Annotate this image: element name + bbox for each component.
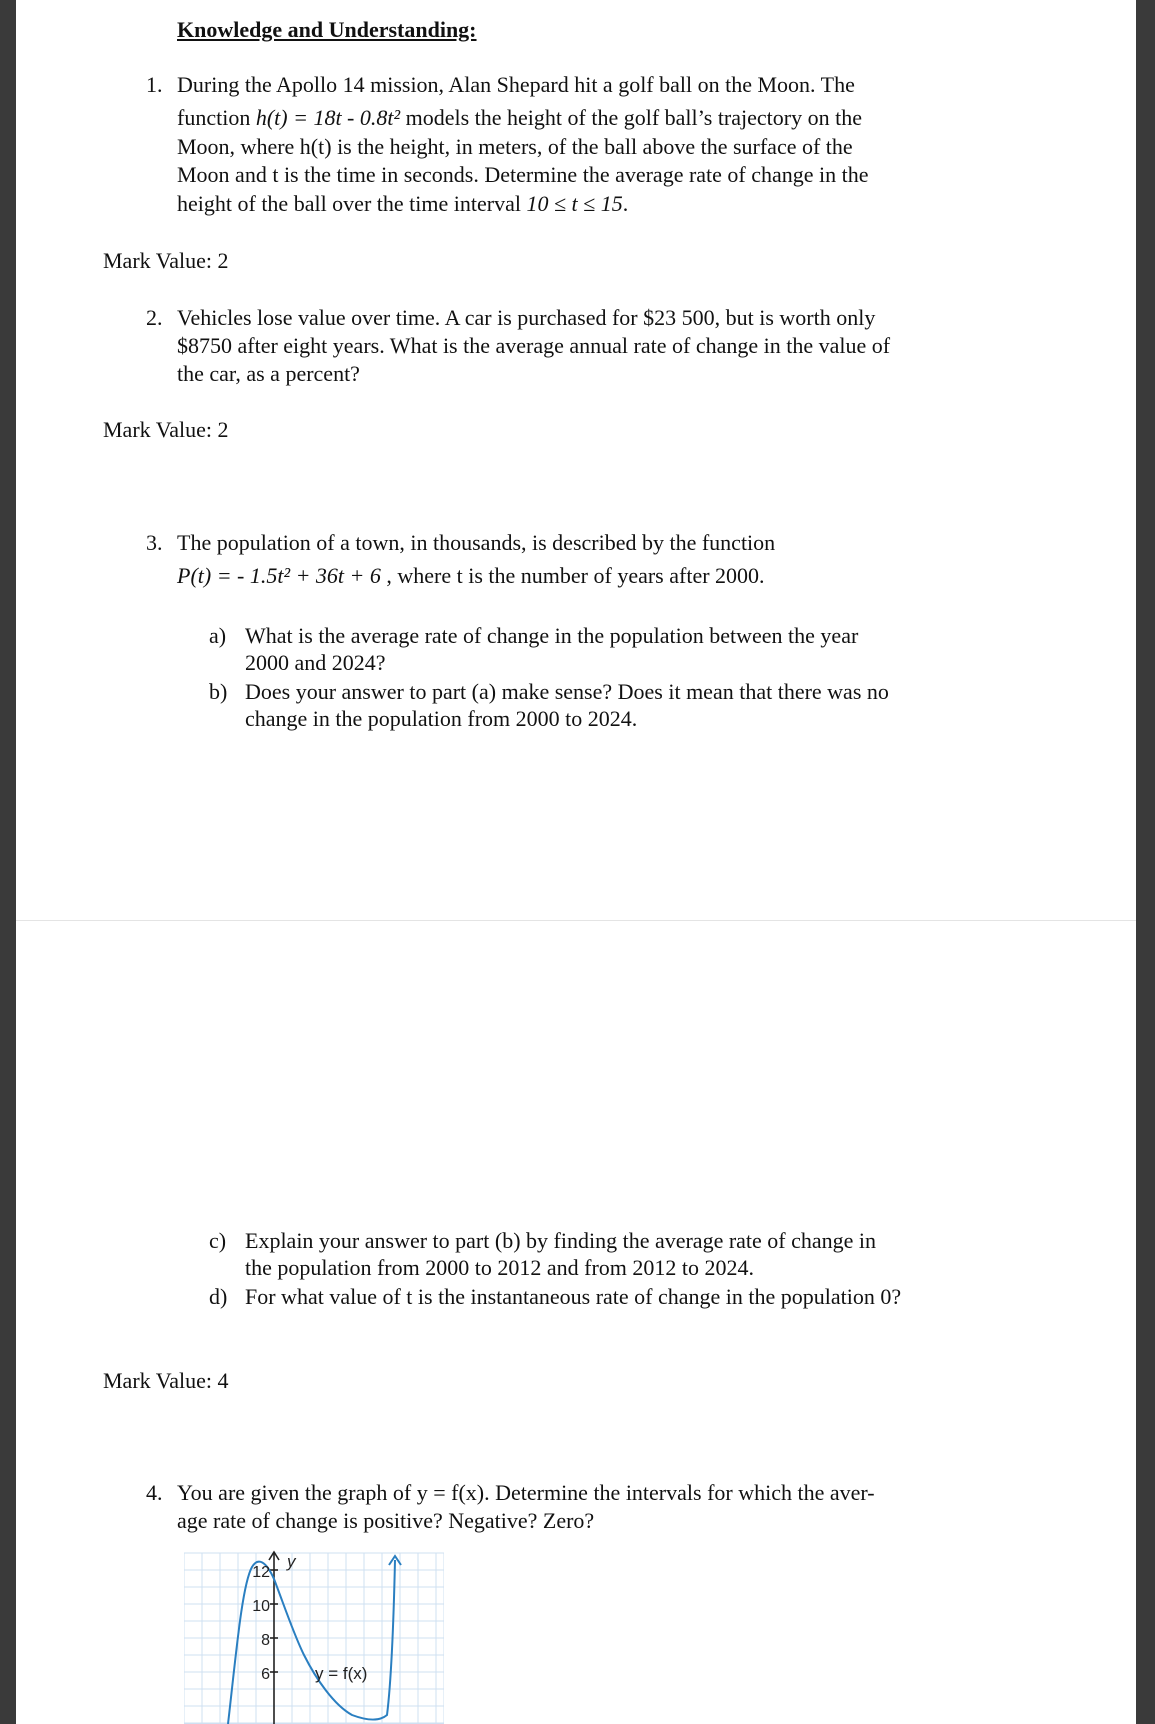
- part-b-label: b): [209, 679, 228, 704]
- page-break-line: [16, 920, 1136, 921]
- question-1-line-5: [177, 190, 628, 218]
- question-4-line-1: You are given the graph of y = f(x). Determine the intervals for which the aver-: [177, 1480, 875, 1505]
- question-3-text: , where t is the number of years after 2000.: [380, 563, 765, 588]
- part-d-line-1: For what value of t is the instantaneous rate of change in the population 0?: [245, 1284, 902, 1309]
- mark-value-1: Mark Value: 2: [103, 248, 229, 273]
- part-c-label: c): [209, 1228, 227, 1253]
- question-1-line-2: [177, 104, 862, 132]
- curve-label: y = f(x): [315, 1664, 368, 1683]
- question-1-number: 1.: [146, 72, 163, 97]
- y-tick-label-12: 12: [252, 1564, 270, 1581]
- y-tick-label-8: 8: [261, 1632, 270, 1649]
- question-1-line-1: During the Apollo 14 mission, Alan Shepard hit a golf ball on the Moon. The: [177, 72, 855, 97]
- question-1-line-4: Moon and t is the time in seconds. Determine the average rate of change in the: [177, 162, 869, 187]
- part-c-line-1: Explain your answer to part (b) by finding the average rate of change in: [245, 1228, 877, 1253]
- graph-grid: [184, 1553, 444, 1724]
- question-1-text: models the height of the golf ball’s trajectory on the: [400, 105, 862, 130]
- mark-value-2: Mark Value: 2: [103, 417, 229, 442]
- question-2-number: 2.: [146, 305, 163, 330]
- question-2-line-3: the car, as a percent?: [177, 361, 360, 386]
- part-c-line-2: the population from 2000 to 2012 and from 2012 to 2024.: [245, 1255, 754, 1280]
- question-3-number: 3.: [146, 530, 163, 555]
- question-1-line-3: Moon, where h(t) is the height, in meters, of the ball above the surface of the: [177, 134, 853, 159]
- y-axis-label: y: [287, 1552, 296, 1571]
- question-3-line-2: [177, 562, 765, 590]
- part-a-line-2: 2000 and 2024?: [245, 650, 386, 675]
- mark-value-3: Mark Value: 4: [103, 1368, 229, 1393]
- part-a-line-1: What is the average rate of change in the population between the year: [245, 623, 859, 648]
- y-tick-label-10: 10: [252, 1598, 270, 1615]
- question-4-line-2: age rate of change is positive? Negative? Zero?: [177, 1508, 595, 1533]
- part-d-label: d): [209, 1284, 228, 1309]
- part-b-line-2: change in the population from 2000 to 2024.: [245, 706, 638, 731]
- document-page: [16, 0, 1136, 1724]
- question-1-text: height of the ball over the time interval: [177, 191, 527, 216]
- question-4-number: 4.: [146, 1480, 163, 1505]
- function-graph: [184, 1545, 444, 1724]
- question-2-line-1: Vehicles lose value over time. A car is purchased for $23 500, but is worth only: [177, 305, 876, 330]
- part-a-label: a): [209, 623, 227, 648]
- height-function-formula: h(t) = 18t - 0.8t²: [255, 105, 401, 130]
- part-b-line-1: Does your answer to part (a) make sense? Does it mean that there was no: [245, 679, 889, 704]
- question-1-text: .: [622, 191, 629, 216]
- time-interval-formula: 10 ≤ t ≤ 15: [526, 191, 623, 216]
- population-function-formula: P(t) = - 1.5t² + 36t + 6: [177, 563, 381, 588]
- y-tick-label-6: 6: [261, 1666, 270, 1683]
- section-heading: Knowledge and Understanding:: [177, 17, 477, 42]
- question-1-text: function: [177, 105, 256, 130]
- question-2-line-2: $8750 after eight years. What is the average annual rate of change in the value of: [177, 333, 891, 358]
- question-3-line-1: The population of a town, in thousands, is described by the function: [177, 530, 776, 555]
